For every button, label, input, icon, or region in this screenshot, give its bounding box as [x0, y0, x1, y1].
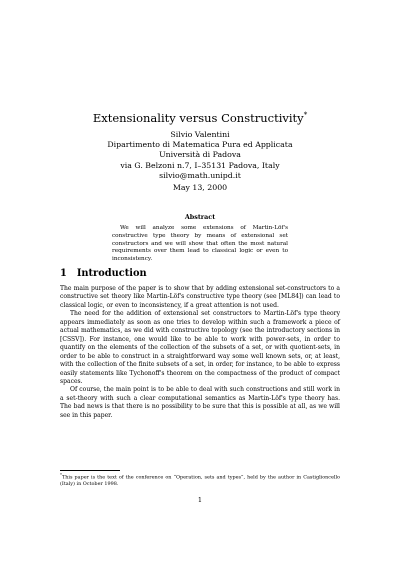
author-email: silvio@math.unipd.it [159, 170, 241, 180]
section-number: 1 [60, 268, 67, 279]
author-name: Silvio Valentini [170, 130, 230, 139]
author-block [0, 130, 400, 181]
body-text [60, 285, 340, 420]
paragraph: The main purpose of the paper is to show that by adding extensional set-constructors to a constructive set theory like Martin-Löf's constructive type theory (see [ML84]) can lead to classical logic, or even to inconsistency, if a great attention is not used. [60, 285, 340, 309]
paragraph: The need for the addition of extensional set constructors to Martin-Löf's type theory appears immediately as soon as one tries to develop within such a framework a piece of actual mathematics, as we did with constructive topology (see the introductory sections in [CSSV]). For instance, one would like to be able to work with power-sets, in order to quantify on the elements of the collection of the subsets of a set, or with quotient-sets, in order to be able to construct in a straightforward way some well known sets, or, at least, with the collection of the finite subsets of a set, in order, for instance, to be able to express easily statements like Tychonoff's theorem on the compactness of the product of compact spaces. [60, 310, 340, 385]
abstract-text: We will analyze some extensions of Martin-Löf's constructive type theory by means of extensional set constructors and we will show that often the most natural requirements over them lead to classical logic or even to inconsistency. [112, 225, 288, 263]
paper-title-text: Extensionality versus Constructivity [92, 110, 304, 125]
section-title: Introduction [76, 268, 147, 279]
page-number: 1 [197, 496, 203, 504]
paragraph: Of course, the main point is to be able to deal with such constructions and still work in a set-theory with such a clear computational semantics as Martin-Löf's type theory has. The bad news is that there is no possibility to be sure that this is possible at all, as we will see in this paper. [60, 386, 340, 419]
abstract-heading: Abstract [184, 213, 216, 221]
paper-title [0, 108, 400, 125]
section-heading [60, 268, 147, 279]
footnote-mark: * [60, 472, 62, 477]
title-footnote-mark: * [303, 111, 308, 119]
author-address: via G. Belzoni n.7, I–35131 Padova, Italy [120, 160, 280, 170]
footnote [60, 472, 340, 487]
author-university: Università di Padova [159, 150, 241, 160]
footnote-rule [60, 470, 120, 471]
footnote-text: This paper is the text of the conference on “Operation, sets and types”, held by the author in Castiglioncello (Italy) in October 1998. [60, 474, 340, 488]
author-department: Dipartimento di Matematica Pura ed Applicata [107, 140, 293, 150]
paper-date: May 13, 2000 [172, 183, 228, 192]
